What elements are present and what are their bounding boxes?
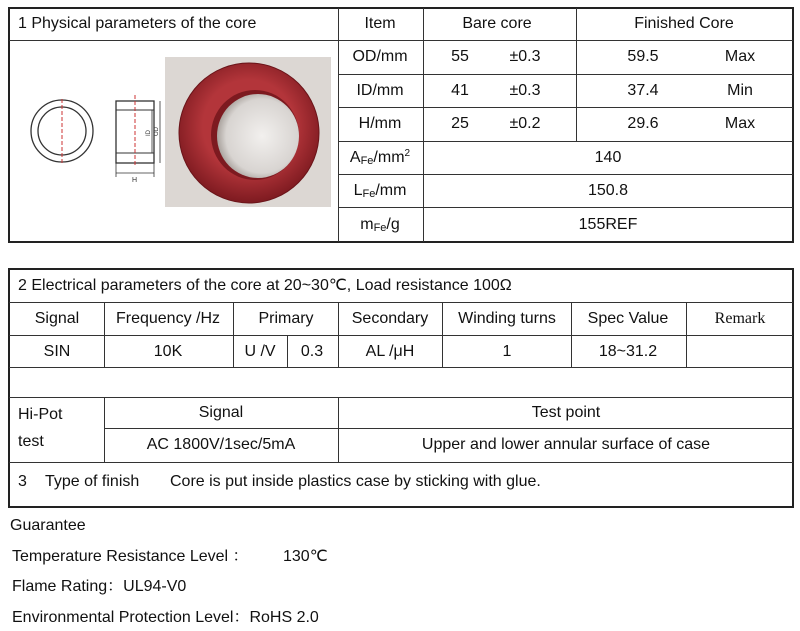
finished-limit: Min [727, 82, 753, 99]
guarantee-title: Guarantee [10, 517, 86, 534]
section-title: 1 Physical parameters of the core [18, 15, 257, 32]
flame-rating: Flame Rating：UL94-V0 [12, 578, 187, 595]
h-dimension-label: H [132, 177, 138, 184]
bare-value: 41 [451, 82, 469, 99]
hipot-test-point-value: Upper and lower annular surface of case [421, 436, 711, 453]
mfe-label: $m_{Fe}/g$ [360, 216, 400, 234]
afe-label: $A_{Fe}/mm^2$ [349, 148, 411, 167]
divider [339, 141, 793, 142]
finished-value: 29.6 [627, 115, 659, 132]
header-item: Item [364, 15, 396, 32]
hipot-label-line2: test [18, 433, 44, 450]
hipot-label-line1: Hi-Pot [18, 406, 63, 423]
lfe-value: 150.8 [587, 182, 629, 199]
bare-tolerance: ±0.3 [509, 48, 541, 65]
signal-value: SIN [43, 343, 71, 360]
divider [9, 462, 793, 463]
divider [104, 303, 105, 367]
divider [104, 428, 793, 429]
divider [339, 74, 793, 75]
finished-value: 37.4 [627, 82, 659, 99]
header-bare-core: Bare core [462, 15, 532, 32]
primary-unit: U /V [244, 343, 276, 360]
environmental-protection: Environmental Protection Level：RoHS 2.0 [12, 609, 319, 626]
header-primary: Primary [258, 310, 314, 327]
primary-value: 0.3 [300, 343, 324, 360]
finished-limit: Max [724, 115, 756, 132]
bare-value: 25 [451, 115, 469, 132]
divider [571, 303, 572, 367]
divider [442, 303, 443, 367]
divider [9, 397, 793, 398]
item-label: OD/mm [352, 48, 408, 65]
divider [338, 398, 339, 462]
divider [9, 40, 793, 41]
finished-value: 59.5 [627, 48, 659, 65]
divider [233, 303, 234, 367]
bare-tolerance: ±0.3 [509, 82, 541, 99]
finish-number: 3 [18, 473, 27, 490]
core-dimension-drawing [20, 85, 165, 185]
divider [686, 303, 687, 367]
hipot-signal-value: AC 1800V/1sec/5mA [146, 436, 296, 453]
toroid-core-photo [165, 57, 331, 207]
hipot-signal-header: Signal [198, 404, 244, 421]
temperature-resistance-label: Temperature Resistance Level ： [12, 548, 249, 565]
header-winding-turns: Winding turns [458, 310, 556, 327]
mfe-value: 155REF [578, 216, 638, 233]
header-finished-core: Finished Core [634, 15, 734, 32]
divider [339, 207, 793, 208]
finish-value: Core is put inside plastics case by sticking with glue. [170, 473, 541, 490]
divider [9, 302, 793, 303]
item-label: ID/mm [356, 82, 404, 99]
finish-label: Type of finish [45, 473, 140, 490]
divider [338, 303, 339, 367]
divider [287, 336, 288, 367]
header-secondary: Secondary [351, 310, 429, 327]
header-remark: Remark [714, 310, 766, 327]
secondary-value: AL /μH [365, 343, 415, 360]
bare-tolerance: ±0.2 [509, 115, 541, 132]
od-dimension-label: OD [154, 127, 160, 136]
header-spec-value: Spec Value [587, 310, 669, 327]
frequency-value: 10K [153, 343, 183, 360]
winding-turns-value: 1 [502, 343, 512, 360]
lfe-label: $L_{Fe}/mm$ [353, 182, 407, 200]
electrical-params-table [8, 268, 794, 508]
bare-value: 55 [451, 48, 469, 65]
item-label: H/mm [358, 115, 402, 132]
divider [339, 107, 793, 108]
hipot-test-point-header: Test point [531, 404, 601, 421]
spec-value: 18~31.2 [598, 343, 658, 360]
temperature-resistance-value: 130℃ [283, 548, 328, 565]
id-dimension-label: ID [146, 130, 152, 136]
section-title: 2 Electrical parameters of the core at 20~30℃, Load resistance 100Ω [18, 277, 512, 294]
afe-value: 140 [594, 149, 622, 166]
header-signal: Signal [34, 310, 80, 327]
divider [104, 398, 105, 462]
divider [9, 367, 793, 368]
divider [339, 174, 793, 175]
header-frequency: Frequency /Hz [115, 310, 221, 327]
divider [9, 335, 793, 336]
finished-limit: Max [724, 48, 756, 65]
